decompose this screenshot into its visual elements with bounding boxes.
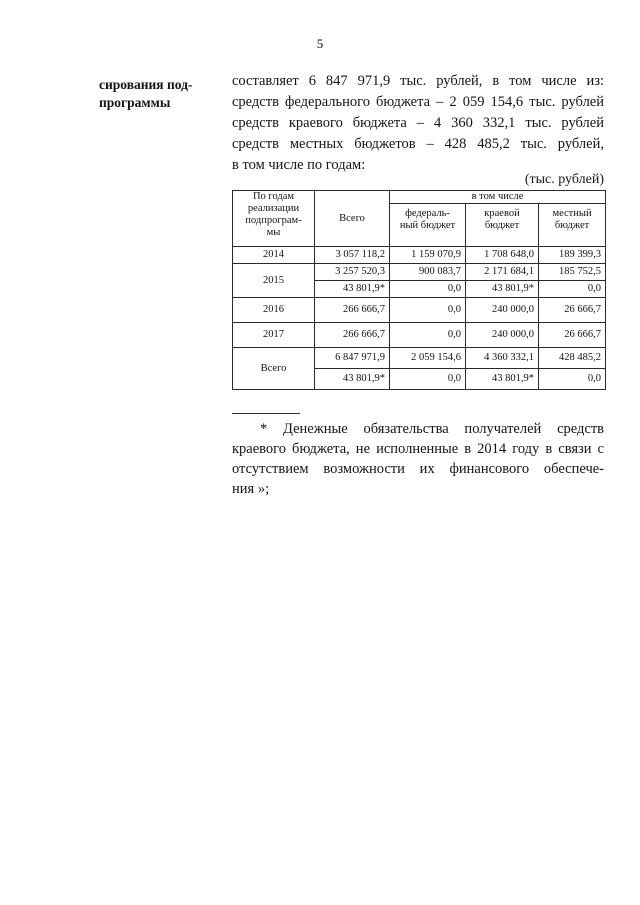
header-group: в том числе xyxy=(390,191,606,204)
cell-regional: 4 360 332,1 xyxy=(466,348,539,369)
heading-line: сирования под- xyxy=(99,77,193,92)
cell-regional: 43 801,9* xyxy=(466,281,539,298)
funding-by-year-table xyxy=(232,190,606,390)
paragraph-line: средств краевого бюджета – 4 360 332,1 тыс. рублей xyxy=(232,115,604,131)
cell-total: 266 666,7 xyxy=(315,323,390,348)
paragraph-line: составляет 6 847 971,9 тыс. рублей, в том числе из: xyxy=(232,73,604,89)
cell-regional: 240 000,0 xyxy=(466,323,539,348)
cell-local: 189 399,3 xyxy=(539,247,606,264)
paragraph-line: средств федерального бюджета – 2 059 154,6 тыс. рублей xyxy=(232,94,604,110)
table-row xyxy=(233,247,606,264)
cell-regional: 240 000,0 xyxy=(466,298,539,323)
funding-summary-paragraph xyxy=(232,71,604,176)
table-row xyxy=(233,323,606,348)
cell-local: 0,0 xyxy=(539,281,606,298)
paragraph-line: в том числе по годам: xyxy=(232,157,366,173)
row-year: 2014 xyxy=(233,247,315,264)
footnote xyxy=(232,419,604,499)
header-local: местный бюджет xyxy=(539,204,606,247)
cell-regional: 43 801,9* xyxy=(466,369,539,390)
heading-line: программы xyxy=(99,95,171,110)
footnote-divider xyxy=(232,413,300,414)
cell-local: 185 752,5 xyxy=(539,264,606,281)
cell-federal: 900 083,7 xyxy=(390,264,466,281)
cell-federal: 0,0 xyxy=(390,369,466,390)
row-year: 2016 xyxy=(233,298,315,323)
cell-federal: 1 159 070,9 xyxy=(390,247,466,264)
footnote-line: краевого бюджета, не исполненные в 2014 году в связи с xyxy=(232,441,604,457)
header-federal: федераль- ный бюджет xyxy=(390,204,466,247)
cell-total: 3 057 118,2 xyxy=(315,247,390,264)
footnote-line: * Денежные обязательства получателей средств xyxy=(260,421,604,437)
paragraph-line: средств местных бюджетов – 428 485,2 тыс. рублей, xyxy=(232,136,604,152)
header-year: По годам реализации подпрограм- мы xyxy=(233,191,315,247)
table-row xyxy=(233,264,606,281)
cell-regional: 2 171 684,1 xyxy=(466,264,539,281)
header-regional: краевой бюджет xyxy=(466,204,539,247)
cell-total: 3 257 520,3 xyxy=(315,264,390,281)
cell-local: 26 666,7 xyxy=(539,298,606,323)
cell-total: 266 666,7 xyxy=(315,298,390,323)
row-year: Всего xyxy=(233,348,315,390)
header-total: Всего xyxy=(315,191,390,247)
cell-local: 26 666,7 xyxy=(539,323,606,348)
table-units-label: (тыс. рублей) xyxy=(524,172,604,187)
cell-federal: 2 059 154,6 xyxy=(390,348,466,369)
cell-federal: 0,0 xyxy=(390,298,466,323)
cell-federal: 0,0 xyxy=(390,323,466,348)
row-year: 2015 xyxy=(233,264,315,298)
row-year: 2017 xyxy=(233,323,315,348)
cell-local: 428 485,2 xyxy=(539,348,606,369)
cell-federal: 0,0 xyxy=(390,281,466,298)
cell-total: 43 801,9* xyxy=(315,369,390,390)
footnote-line: отсутствием возможности их финансового обеспече- xyxy=(232,461,604,477)
cell-total: 6 847 971,9 xyxy=(315,348,390,369)
table-row xyxy=(233,348,606,369)
table-row xyxy=(233,298,606,323)
cell-regional: 1 708 648,0 xyxy=(466,247,539,264)
page-number: 5 xyxy=(316,36,324,51)
footnote-line: ния »; xyxy=(232,481,270,497)
cell-local: 0,0 xyxy=(539,369,606,390)
cell-total: 43 801,9* xyxy=(315,281,390,298)
section-heading-fragment xyxy=(99,76,219,112)
